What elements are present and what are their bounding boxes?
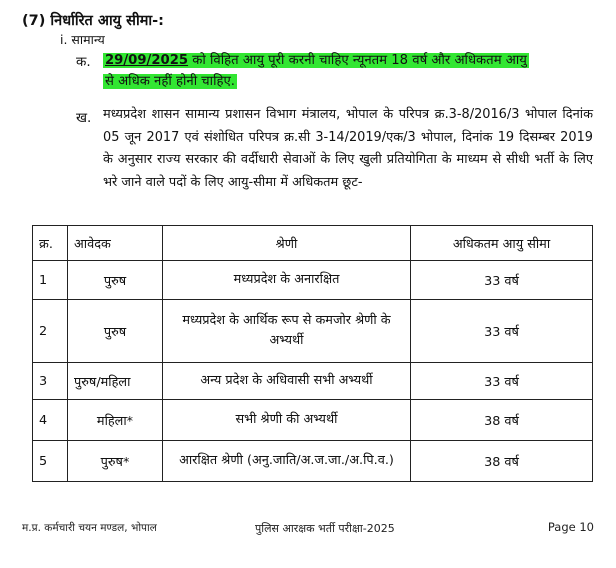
subsection-label: i. सामान्य (60, 32, 105, 47)
cell-serial: 3 (33, 363, 68, 400)
cell-applicant: पुरुष (68, 300, 163, 363)
cell-category: आरक्षित श्रेणी (अनु.जाति/अ.ज.जा./अ.पि.व.) (163, 441, 411, 482)
cell-serial: 5 (33, 441, 68, 482)
relaxation-paragraph: मध्यप्रदेश शासन सामान्य प्रशासन विभाग मंत्रालय, भोपाल के परिपत्र क्र.3-8/2016/3 भोपाल दिनांक 05 जून 2017 एवं संशोधित परिपत्र क्र.सी 3-14/2019/एक/3 भोपाल, दिनांक 19 दिसम्बर 2019 के अनुसार राज्य सरकार की वर्दीधारी सेवाओं के लिए खुली प्रतियोगिता के माध्यम से सीधी भर्ती के लिए भरे जाने वाले पदों के लिए आयु-सीमा में अधिकतम छूट- (103, 107, 593, 190)
age-rule-text: को विहित आयु पूरी करनी चाहिए न्यूनतम 18 वर्ष और अधिकतम आयु (192, 53, 527, 68)
header-serial: क्र. (33, 226, 68, 261)
cell-max-age: 33 वर्ष (411, 261, 593, 300)
cutoff-date: 29/09/2025 (105, 53, 189, 68)
header-max-age: अधिकतम आयु सीमा (411, 226, 593, 261)
highlight-line-2: से अधिक नहीं होनी चाहिए. (105, 74, 235, 89)
header-applicant: आवेदक (68, 226, 163, 261)
table-row (33, 261, 593, 300)
table-header-row (33, 226, 593, 261)
footer-organization: म.प्र. कर्मचारी चयन मण्डल, भोपाल (22, 522, 157, 534)
item-ka-label: क. (76, 54, 91, 70)
table-row (33, 363, 593, 400)
footer-exam-title: पुलिस आरक्षक भर्ती परीक्षा-2025 (255, 522, 395, 535)
table-row (33, 400, 593, 441)
cell-applicant: पुरुष* (68, 441, 163, 482)
page-number: Page 10 (547, 520, 594, 534)
cell-serial: 2 (33, 300, 68, 363)
cell-max-age: 38 वर्ष (411, 400, 593, 441)
highlight-line-1 (103, 53, 529, 68)
table-row (33, 441, 593, 482)
cell-max-age: 33 वर्ष (411, 363, 593, 400)
cell-max-age: 33 वर्ष (411, 300, 593, 363)
cell-category: मध्यप्रदेश के अनारक्षित (163, 261, 411, 300)
table-row (33, 300, 593, 363)
cell-category: सभी श्रेणी की अभ्यर्थी (163, 400, 411, 441)
section-heading: (7) निर्धारित आयु सीमा-: (22, 13, 164, 29)
cell-applicant: पुरुष/महिला (68, 363, 163, 400)
age-relaxation-table (32, 225, 593, 482)
highlighted-age-rule (103, 50, 591, 92)
cell-category: मध्यप्रदेश के आर्थिक रूप से कमजोर श्रेणी के अभ्यर्थी (163, 300, 411, 363)
cell-max-age: 38 वर्ष (411, 441, 593, 482)
cell-category: अन्य प्रदेश के अधिवासी सभी अभ्यर्थी (163, 363, 411, 400)
item-kha-label: ख. (76, 110, 92, 126)
cell-serial: 4 (33, 400, 68, 441)
cell-applicant: पुरुष (68, 261, 163, 300)
cell-serial: 1 (33, 261, 68, 300)
header-category: श्रेणी (163, 226, 411, 261)
cell-applicant: महिला* (68, 400, 163, 441)
